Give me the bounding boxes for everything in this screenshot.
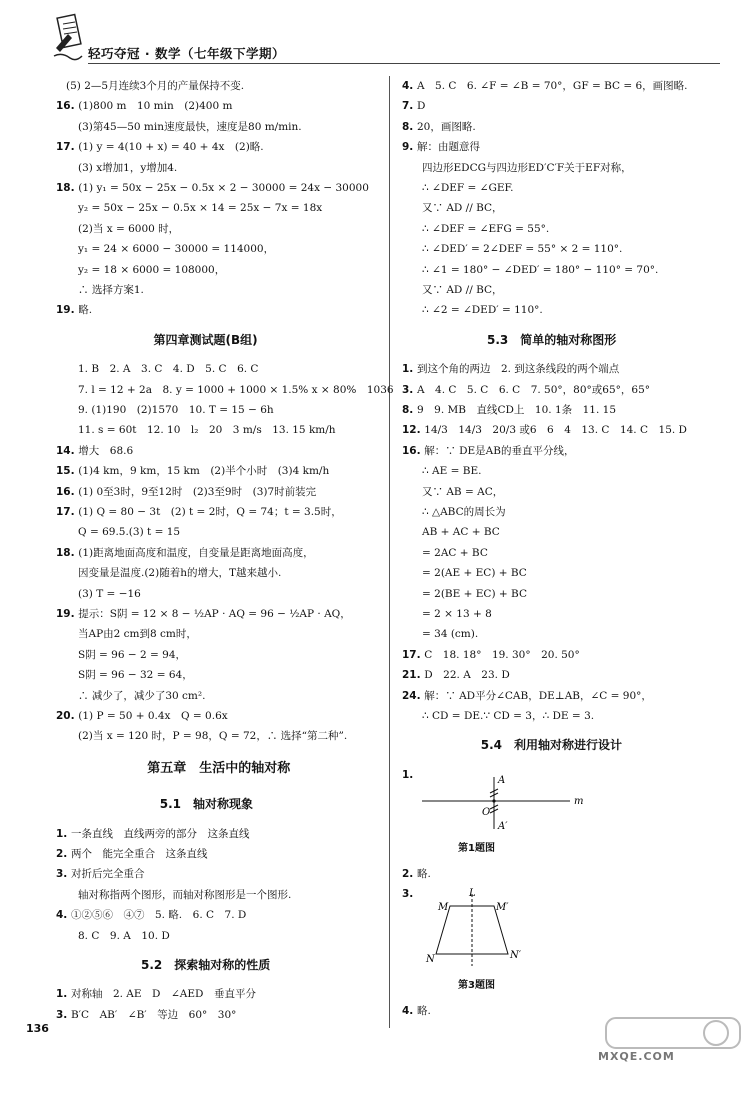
answer-line [422,241,622,257]
section-heading: 5.1 轴对称现象 [159,797,254,812]
watermark-logo-icon [604,1016,742,1050]
answer-line [402,886,413,902]
answer-text: (2)当 x = 120 时，P = 98，Q = 72，∴ 选择“第二种”. [78,730,348,743]
figure-1-diagram [420,771,590,833]
answer-line [422,302,543,318]
question-number: 16. [56,485,79,498]
answer-text: ∴ △ABC的周长为 [422,506,506,518]
answer-text: y₂ = 50x − 25x − 0.5x × 14 = 25x − 7x = 18x [78,202,323,215]
answer-line [422,565,527,581]
answer-text: S阴 = 96 − 2 = 94， [78,648,187,661]
figure-1-label: A [498,775,506,787]
answer-text: 又∵ AD // BC， [422,284,503,296]
question-number: 15. [56,465,79,478]
answer-text: 因变量是温度.(2)随着h的增大，T越来越小. [78,567,282,580]
answer-line [56,866,144,882]
answer-text: = 2AC + BC [422,546,488,559]
question-number: 1. [56,988,71,1001]
figure-3-label: N [426,954,435,966]
answer-line [78,200,322,216]
figure-3-label: L [469,888,476,900]
question-number: 2. [56,848,71,860]
answer-text: 7. l = 12 + 2a 8. y = 1000 + 1000 × 1.5% x × 80% 1036 [78,383,394,396]
question-number: 8. [402,404,417,416]
answer-text: ∴ ∠2 = ∠DED′ = 110°. [422,304,543,317]
answer-text: 一条直线 直线两旁的部分 这条直线 [70,827,250,840]
question-number: 18. [56,182,79,194]
answer-line [422,626,478,642]
section-heading: 第五章 生活中的轴对称 [147,760,291,776]
answer-text: (1) y = 4(10 + x) = 40 + 4x (2)略. [78,141,264,154]
answer-line [78,928,170,944]
answer-text: 四边形EDCG与四边形ED′C′F关于EF对称， [422,161,632,174]
answer-line [78,626,197,642]
answer-text: = 34 (cm). [422,628,479,641]
question-number: 16. [402,444,425,457]
question-number: 17. [56,506,79,518]
answer-line [78,382,394,398]
answer-text: 又∵ AB = AC， [422,485,504,498]
answer-text: 提示：S阴 = 12 × 8 − ½AP · AQ = 96 − ½AP · AQ， [78,608,351,620]
answer-text: (2)当 x = 6000 时， [78,222,180,235]
answer-line [402,361,619,377]
answer-line [402,667,510,683]
answer-line [66,78,244,94]
answer-text: (1)4 km，9 km，15 km (2)半个小时 (3)4 km/h [78,465,330,478]
answer-line [422,180,514,196]
answer-line [56,98,232,114]
answer-text: D 22. A 23. D [424,669,510,682]
question-number: 2. [402,867,417,880]
question-number: 14. [56,444,79,457]
figure-1-label: A′ [498,821,508,833]
answer-text: (3) x增加1，y增加4. [78,161,178,174]
page-header [0,0,750,80]
answer-line [56,846,207,862]
answer-line [56,139,264,155]
answer-text: Q = 69.5.(3) t = 15 [78,526,181,539]
question-number: 4. [402,80,417,92]
figure-3-label: N′ [510,950,522,962]
question-number: 20. [56,710,79,722]
answer-line [78,160,177,176]
answer-line [56,443,133,459]
answer-text: 增大 68.6 [78,444,134,457]
answer-line [78,422,336,438]
answer-line [402,422,687,438]
answer-line [402,688,652,704]
answer-line [56,1007,236,1023]
answer-text: 1. B 2. A 3. C 4. D 5. C 6. C [78,363,259,376]
answer-text: 又∵ AD // BC， [422,202,503,215]
answer-text: (1) y₁ = 50x − 25x − 0.5x × 2 − 30000 = 24x − 30000 [78,182,369,194]
answer-line [56,302,92,318]
section-heading: 5.3 简单的轴对称图形 [487,332,617,347]
figure-caption: 第3题图 [458,980,495,992]
answer-text: A 5. C 6. ∠F = ∠B = 70°，GF = BC = 6，画图略. [416,80,688,92]
figure-3-diagram [420,888,550,972]
answer-line [422,524,500,540]
answer-text: y₁ = 24 × 6000 − 30000 = 114000， [78,243,275,256]
answer-text: D [416,100,426,113]
answer-text: ∴ 减少了，减少了30 cm². [78,689,206,702]
answer-text: (3) T = −16 [78,587,141,600]
answer-text: 略. [416,867,431,880]
figure-1-label: O [482,807,491,819]
answer-text: (1)距离地面高度和温度，自变量是距离地面高度， [78,546,314,559]
answer-line [422,484,503,500]
figure-1-label: m [574,796,584,808]
answer-text: 9 9. MB 直线CD上 10. 1条 11. 15 [416,404,617,416]
answer-text: 对折后完全重合 [70,868,145,881]
answer-line [402,119,476,135]
pencil-logo-icon [50,12,86,64]
answer-line [422,262,658,278]
question-number: 3. [402,888,414,900]
answer-text: = 2(AE + EC) + BC [422,567,527,580]
answer-text: S阴 = 96 − 32 = 64， [78,669,193,682]
answer-line [78,524,180,540]
section-heading: 5.2 探索轴对称的性质 [141,958,271,972]
page-number: 136 [26,1022,49,1035]
answer-text: ∴ ∠DEF = ∠EFG = 55°. [422,222,550,235]
question-number: 4. [402,1004,417,1017]
section-heading: 第四章测试题(B组) [153,332,258,347]
question-number: 18. [56,546,79,559]
book-title: 轻巧夺冠 · 数学（七年级下学期） [88,46,285,61]
answer-text: 8. C 9. A 10. D [78,929,170,942]
answer-text: 轴对称指两个图形，而轴对称图形是一个图形. [78,888,292,901]
answer-text: 略. [416,1004,431,1017]
answer-text: (3)第45—50 min速度最快，速度是80 m/min. [78,120,302,133]
answer-line [56,463,329,479]
answer-line [422,200,503,216]
question-number: 16. [56,100,79,113]
answer-text: 解：∵ DE是AB的垂直平分线， [424,444,575,457]
question-number: 12. [402,424,425,437]
answer-text: ∴ ∠DEF = ∠GEF. [422,182,514,194]
question-number: 3. [56,1008,71,1021]
answer-line [402,866,431,882]
answer-line [56,606,351,622]
answer-text: ①②⑤⑥ ④⑦ 5. 略. 6. C 7. D [70,909,247,922]
question-number: 7. [402,100,417,113]
answer-line [56,504,342,520]
answer-line [56,907,246,923]
answer-line [56,708,228,724]
question-number: 3. [56,868,71,881]
answer-line [402,382,650,398]
answer-line [402,98,425,114]
question-number: 9. [402,141,417,154]
answer-line [78,688,205,704]
answer-text: 11. s = 60t 12. 10 l₂ 20 3 m/s 13. 15 km/h [78,424,336,437]
answer-text: 略. [78,304,93,317]
answer-text: 14/3 14/3 20/3 或6 6 4 13. C 14. C 15. D [424,424,687,437]
answer-text: = 2 × 13 + 8 [422,608,492,620]
figure-caption: 第1题图 [458,843,495,855]
answer-text: ∴ ∠1 = 180° − ∠DED′ = 180° − 110° = 70°. [422,263,659,276]
answer-line [402,402,616,418]
answer-text: (1) P = 50 + 0.4x Q = 0.6x [78,710,228,722]
question-number: 3. [402,383,417,396]
watermark-text: MXQE.COM [598,1050,675,1063]
answer-line [422,221,549,237]
answer-text: A 4. C 5. C 6. C 7. 50°，80°或65°，65° [416,383,651,396]
answer-line [78,282,144,298]
answer-text: y₂ = 18 × 6000 = 108000， [78,263,226,276]
answer-line [422,606,492,622]
answer-line [78,119,302,135]
answer-text: 20，画图略. [416,120,476,133]
answer-text: 两个 能完全重合 这条直线 [70,848,208,860]
answer-text: 解：由题意得 [416,141,480,154]
answer-line [422,504,506,520]
figure-3-label: M [438,902,449,914]
answer-line [422,708,594,724]
answer-line [56,180,369,196]
question-number: 1. [402,363,417,376]
answer-line [78,887,291,903]
answer-line [422,160,632,176]
answer-line [56,986,256,1002]
question-number: 21. [402,669,425,682]
answer-text: C 18. 18° 19. 30° 20. 50° [424,648,580,661]
question-number: 1. [56,827,71,840]
answer-line [402,647,580,663]
answer-text: (5) 2—5月连续3个月的产量保持不变. [66,80,245,92]
answer-text: ∴ 选择方案1. [78,284,144,296]
answer-line [56,826,249,842]
answer-text: (1)800 m 10 min (2)400 m [78,100,233,113]
question-number: 24. [402,689,425,702]
answer-line [422,282,503,298]
answer-line [78,361,258,377]
answer-line [78,586,141,602]
answer-line [422,586,527,602]
answer-text: (1) 0至3时，9至12时 (2)3至9时 (3)7时前装完 [78,485,317,498]
answer-line [402,139,480,155]
question-number: 4. [56,909,71,922]
answer-text: B′C AB′ ∠B′ 等边 60° 30° [70,1008,237,1021]
answer-line [402,1003,431,1019]
answer-text: ∴ ∠DED′ = 2∠DEF = 55° × 2 = 110°. [422,243,623,256]
column-divider [389,76,390,1028]
header-rule [88,63,720,64]
question-number: 1. [402,768,414,781]
answer-line [78,241,274,257]
answer-text: 当AP由2 cm到8 cm时， [78,628,197,641]
answer-line [56,484,316,500]
answer-line [402,78,688,94]
answer-line [78,728,347,744]
answer-line [78,262,225,278]
answer-line [78,565,281,581]
answer-text: 对称轴 2. AE D ∠AED 垂直平分 [70,988,256,1001]
answer-line [78,221,179,237]
answer-text: 到这个角的两边 2. 到这条线段的两个端点 [416,363,620,376]
figure-3-label: M′ [496,902,509,914]
answer-line [78,667,193,683]
answer-text: (1) Q = 80 − 3t (2) t = 2时，Q = 74；t = 3.5时， [78,506,342,518]
answer-line [402,767,413,783]
answer-line [56,545,314,561]
question-number: 17. [56,141,79,154]
question-number: 19. [56,304,79,317]
answer-text: 9. (1)190 (2)1570 10. T = 15 − 6h [78,404,274,416]
answer-text: AB + AC + BC [422,526,500,539]
section-heading: 5.4 利用轴对称进行设计 [480,738,623,753]
answer-line [78,402,274,418]
question-number: 19. [56,608,79,620]
question-number: 17. [402,648,425,661]
answer-line [422,463,481,479]
answer-line [402,443,575,459]
answer-text: = 2(BE + EC) + BC [422,587,527,600]
answer-line [78,647,186,663]
answer-text: 解：∵ AD平分∠CAB，DE⊥AB，∠C = 90°， [424,689,652,702]
question-number: 8. [402,120,417,133]
answer-line [422,545,488,561]
answer-text: ∴ AE = BE. [422,465,482,478]
answer-text: ∴ CD = DE.∵ CD = 3，∴ DE = 3. [422,710,595,722]
